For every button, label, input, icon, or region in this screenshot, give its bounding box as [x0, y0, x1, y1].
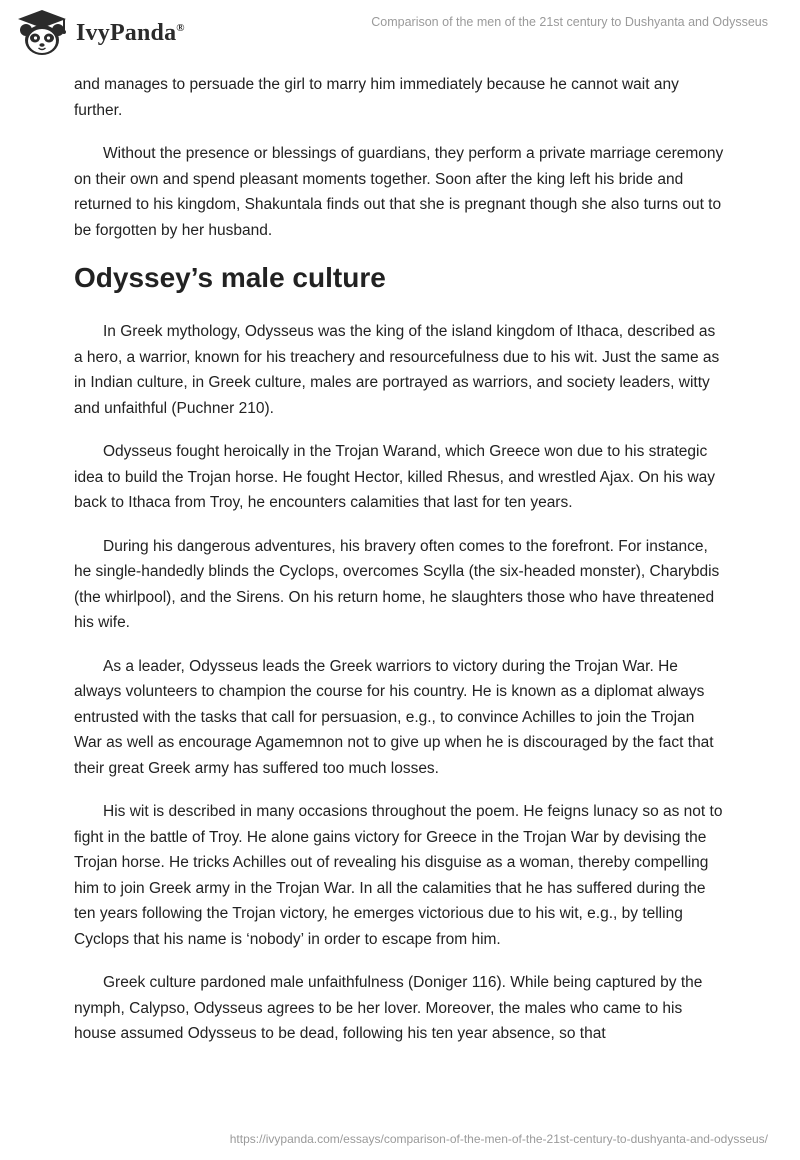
- paragraph: As a leader, Odysseus leads the Greek warriors to victory during the Trojan War. He always volunteers to champion the course for his country. He is known as a diplomat always entrusted with the tasks that call for persuasion, e.g., to convince Achilles to join the Trojan War as well as encourage Agamemnon not to give up when he is discouraged by the fact that their great Greek army has suffered too much losses.: [74, 657, 714, 777]
- paragraph: In Greek mythology, Odysseus was the king of the island kingdom of Ithaca, described as a hero, a warrior, known for his treachery and resourcefulness due to his wit. Just the same as in Indian culture, in Greek culture, males are portrayed as warriors, and society leaders, witty and unfaithful (Puchner 210).: [74, 323, 720, 417]
- paragraph: Greek culture pardoned male unfaithfulness (Doniger 116). While being captured by the nymph, Calypso, Odysseus agrees to be her lover. Moreover, the males who came to his house assumed Odysseus to be dead, following his ten year absence, so that: [74, 974, 703, 1042]
- paragraph: Odysseus fought heroically in the Trojan Warand, which Greece won due to his strategic idea to build the Trojan horse. He fought Hector, killed Rhesus, and wrestled Ajax. On his way back to Ithaca from Troy, he encounters calamities that last for ten years.: [74, 443, 716, 511]
- document-title: Comparison of the men of the 21st century to Dushyanta and Odysseus: [371, 15, 768, 29]
- essay-content: [74, 72, 726, 1065]
- paragraph: During his dangerous adventures, his bravery often comes to the forefront. For instance, he single-handedly blinds the Cyclops, overcomes Scylla (the six-headed monster), Charybdis (the whirlpool), and the Sirens. On his return home, he slaughters those who have threatened his wife.: [74, 537, 720, 631]
- paragraph: His wit is described in many occasions throughout the poem. He feigns lunacy so as not to fight in the battle of Troy. He alone gains victory for Greece in the Trojan War by devising the Trojan horse. He tricks Achilles out of revealing his disguise as a woman, thereby compelling him to join Greek army in the Trojan War. In all the calamities that he has suffered during the ten years following the Trojan victory, he emerges victorious due to his wit, e.g., by telling Cyclops that his name is ‘nobody’ in order to escape from him.: [74, 803, 723, 948]
- panda-graduate-icon: [14, 8, 70, 58]
- section-heading: Odyssey’s male culture: [74, 262, 386, 293]
- source-url[interactable]: https://ivypanda.com/essays/comparison-of-the-men-of-the-21st-century-to-dushyanta-and-odysseus/: [229, 1132, 768, 1146]
- page-header: [0, 0, 800, 70]
- paragraph: Without the presence or blessings of guardians, they perform a private marriage ceremony on their own and spend pleasant moments together. Soon after the king left his bride and returned to his kingdom, Shakuntala finds out that she is pregnant though she also turns out to be forgotten by her husband.: [74, 145, 724, 239]
- paragraph: and manages to persuade the girl to marry him immediately because he cannot wait any further.: [74, 76, 679, 119]
- brand-name: IvyPanda®: [76, 19, 185, 46]
- ivypanda-logo[interactable]: [14, 8, 185, 58]
